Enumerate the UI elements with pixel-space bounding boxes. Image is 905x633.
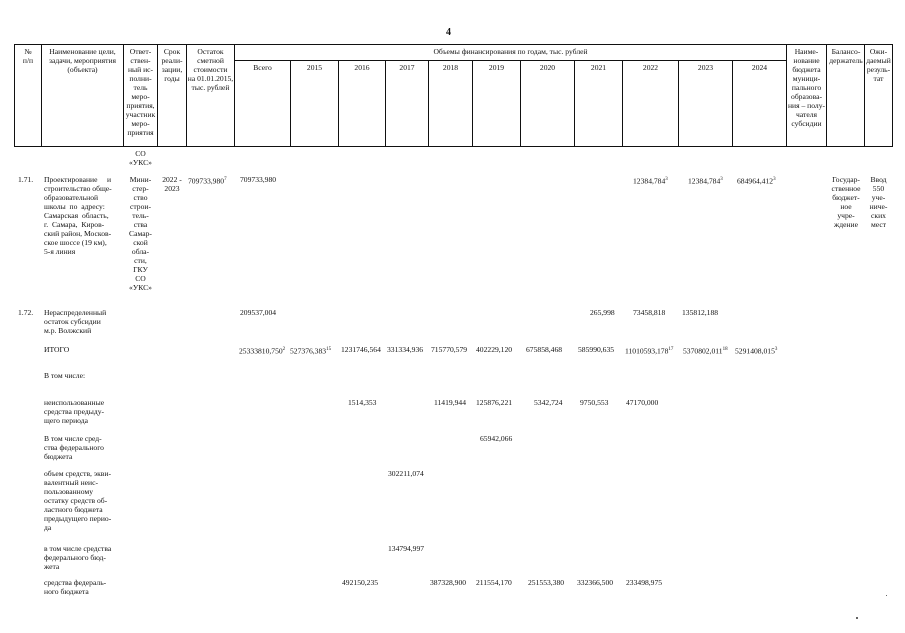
equiv-2017: 302211,074 [388, 469, 424, 478]
itogo-2022: 11010593,178$^{17}$ [625, 346, 674, 356]
unused-2016: 1514,353 [348, 398, 377, 407]
itogo-2018: 715770,579 [431, 345, 468, 354]
table-top-border [14, 44, 893, 45]
row-1-71-executor: Мини- стер- ство строи- тель- ства Самар- ской обла- сти, ГКУ СО «УКС» [129, 175, 152, 292]
row-1-72-2023: 135812,188 [682, 308, 719, 317]
header-year-2021: 2021 [590, 63, 607, 72]
col-border-19 [892, 44, 893, 147]
fed-equiv-label: в том числе средства федерального бюд- жета [44, 544, 112, 571]
itogo-2017: 331334,936 [387, 345, 424, 354]
row-1-71-2023: 12384,784$^3$ [688, 176, 723, 186]
row-1-71-num: 1.71. [18, 175, 34, 184]
col-border-8 [385, 60, 386, 147]
row-1-71-2022: 12384,784$^3$ [633, 176, 668, 186]
header-total: Всего [253, 63, 272, 72]
row-1-71-holder: Государ- ственное бюджет- ное учре- ждение [831, 175, 861, 229]
fed-equiv-2017: 134794,997 [388, 544, 425, 553]
header-bottom-border [14, 146, 893, 147]
fed-2020: 251553,380 [528, 578, 565, 587]
header-year-2023: 2023 [697, 63, 714, 72]
row-1-71-total: 709733,980 [240, 175, 277, 184]
header-holder: Балансо- держатель [829, 47, 863, 65]
header-budget-name: Наиме- нование бюджета муници- пального образова- ния – полу- чателя субсидии [787, 47, 826, 128]
col-border-14 [678, 60, 679, 147]
col-border-5 [234, 44, 235, 147]
header-remainder: Остаток сметной стоимости на 01.01.2015, тыс. рублей [187, 47, 234, 92]
executor-continuation: СО «УКС» [129, 149, 152, 167]
unused-2022: 47170,000 [626, 398, 659, 407]
header-term: Срок реали- зации, годы [161, 47, 183, 83]
itogo-total: 25333810,750$^2$ [239, 346, 286, 356]
row-1-71-remainder: 709733,980$^7$ [188, 176, 227, 186]
col-border-13 [622, 60, 623, 147]
row-1-71-2024: 684964,412$^3$ [737, 176, 776, 186]
unused-2018: 11419,944 [434, 398, 466, 407]
unused-label: неиспользованные средства предыду- щего периода [44, 398, 105, 425]
equiv-label: объем средств, экви- валентный неис- пользованному остатку средств об- ластного бюджета предыдущего перио- да [44, 469, 112, 532]
col-border-11 [520, 60, 521, 147]
header-year-2018: 2018 [442, 63, 459, 72]
row-1-72-2021: 265,998 [590, 308, 615, 317]
row-1-72-num: 1.72. [18, 308, 34, 317]
header-year-2015: 2015 [306, 63, 323, 72]
header-year-2017: 2017 [399, 63, 415, 72]
itogo-2020: 675858,468 [526, 345, 563, 354]
unused-2019: 125876,221 [476, 398, 513, 407]
fed-label: средства федераль- ного бюджета [44, 578, 107, 596]
header-funding: Объемы финансирования по годам, тыс. рублей [433, 47, 588, 56]
col-border-15 [732, 60, 733, 147]
fed-2019: 211554,170 [476, 578, 512, 587]
fed-unused-2019: 65942,066 [480, 434, 513, 443]
fed-2021: 332366,500 [577, 578, 614, 587]
col-border-9 [428, 60, 429, 147]
header-year-2020: 2020 [539, 63, 556, 72]
itogo-2024: 5291408,015$^3$ [735, 346, 778, 356]
funding-subheader-line [234, 60, 786, 61]
header-executor: Ответ- ствен- ный ис- полни- тель меро- приятия, участник меро- приятия [125, 47, 156, 137]
row-1-72-total: 209537,004 [240, 308, 277, 317]
scan-speck [856, 617, 858, 619]
itogo-2016: 1231746,564 [341, 345, 381, 354]
fed-2018: 387328,900 [430, 578, 467, 587]
row-1-71-name: Проектирование и строительство обще- образовательной школы по адресу: Самарская область, г. Самара, Киров- ский район, Москов- ское шоссе (19 км), 5-я линия [44, 175, 112, 256]
unused-2021: 9750,553 [580, 398, 609, 407]
col-border-10 [472, 60, 473, 147]
header-year-2019: 2019 [488, 63, 505, 72]
row-1-71-expected: Ввод 550 уче- ниче- ских мест [869, 175, 888, 229]
scan-speck [886, 595, 887, 596]
in-that-label: В том числе: [44, 371, 86, 380]
header-year-2016: 2016 [354, 63, 370, 72]
fed-unused-label: В том числе сред- ства федерального бюджета [44, 434, 104, 461]
header-name: Наименование цели, задачи, мероприятия (объекта) [48, 47, 117, 74]
itogo-2021: 585990,635 [578, 345, 615, 354]
col-border-6 [290, 60, 291, 147]
header-year-2024: 2024 [751, 63, 768, 72]
row-1-72-2022: 73458,818 [633, 308, 666, 317]
itogo-2015: 527376,383$^{15}$ [290, 346, 332, 356]
header-year-2022: 2022 [642, 63, 659, 72]
unused-2020: 5342,724 [534, 398, 563, 407]
col-border-12 [574, 60, 575, 147]
fed-2016: 492150,235 [342, 578, 379, 587]
itogo-label: ИТОГО [44, 345, 70, 354]
itogo-2023: 5370802,011$^{18}$ [683, 346, 728, 356]
page-number: 4 [446, 27, 451, 38]
header-expected-result: Ожи- даемый резуль- тат [866, 47, 891, 83]
header-num: № п/п [22, 47, 34, 65]
fed-2022: 233498,975 [626, 578, 663, 587]
row-1-71-term: 2022 - 2023 [162, 175, 182, 193]
row-1-72-name: Нераспределенный остаток субсидии м.р. Волжский [44, 308, 107, 335]
itogo-2019: 402229,120 [476, 345, 513, 354]
col-border-7 [338, 60, 339, 147]
